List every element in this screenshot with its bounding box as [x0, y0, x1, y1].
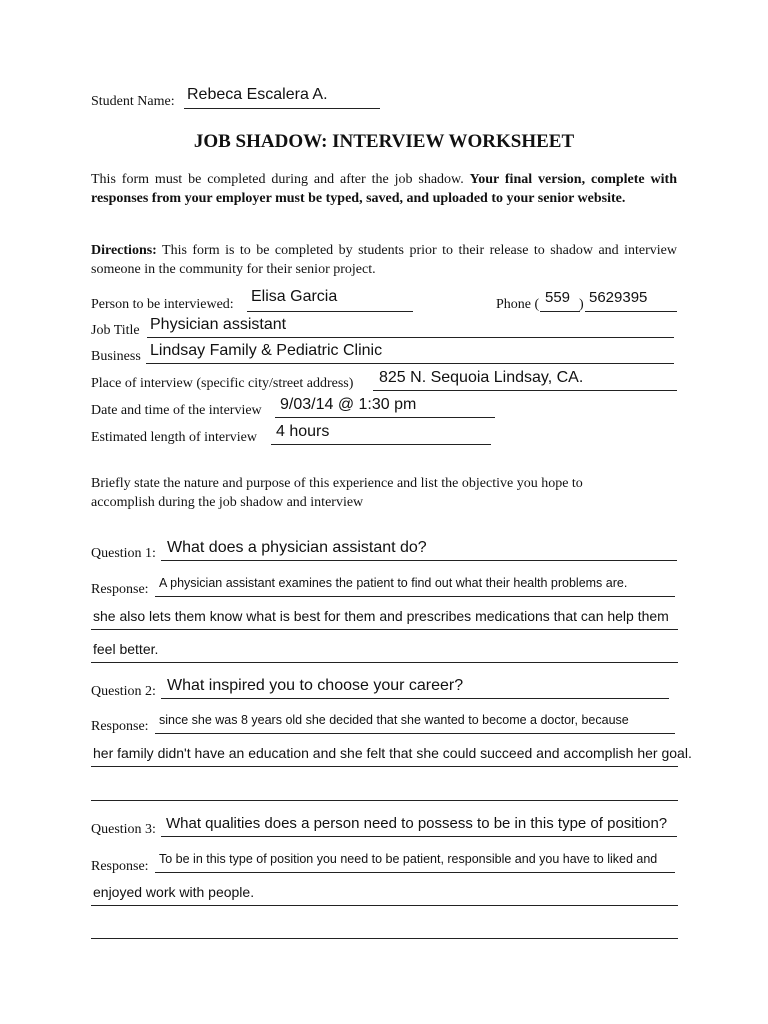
- date-label: Date and time of the interview: [91, 403, 262, 418]
- question-2-field[interactable]: What inspired you to choose your career?: [167, 677, 464, 694]
- response-2-line-1[interactable]: since she was 8 years old she decided that she wanted to become a doctor, because: [159, 713, 629, 727]
- phone-close-paren: ): [579, 297, 584, 312]
- question-3-label: Question 3:: [91, 822, 156, 837]
- phone-number-underline: [585, 311, 677, 312]
- date-field[interactable]: 9/03/14 @ 1:30 pm: [280, 396, 417, 413]
- response-3-line-3-underline: [91, 938, 678, 939]
- response-1-label: Response:: [91, 582, 149, 597]
- response-3-line-1-underline: [155, 872, 675, 873]
- response-3-label: Response:: [91, 859, 149, 874]
- purpose-prompt: Briefly state the nature and purpose of this experience and list the objective you hope to accomplish during the job shadow and interview: [91, 476, 583, 510]
- question-3-field[interactable]: What qualities does a person need to possess to be in this type of position?: [166, 815, 668, 832]
- response-1-line-1-underline: [155, 596, 675, 597]
- question-2-label: Question 2:: [91, 684, 156, 699]
- job-title-underline: [147, 337, 674, 338]
- phone-area-underline: [540, 311, 580, 312]
- response-3-line-1[interactable]: To be in this type of position you need to be patient, responsible and you have to liked and: [159, 852, 658, 866]
- response-1-line-2[interactable]: she also lets them know what is best for them and prescribes medications that can help them: [93, 608, 669, 624]
- question-3-underline: [161, 836, 677, 837]
- response-2-line-3-underline: [91, 800, 678, 801]
- response-1-line-1[interactable]: A physician assistant examines the patient to find out what their health problems are.: [159, 576, 628, 590]
- response-3-line-2[interactable]: enjoyed work with people.: [93, 884, 255, 900]
- phone-number-field[interactable]: 5629395: [589, 289, 648, 306]
- question-1-label: Question 1:: [91, 546, 156, 561]
- place-underline: [373, 390, 677, 391]
- phone-area-field[interactable]: 559: [545, 289, 571, 306]
- directions-label: Directions:: [91, 243, 157, 258]
- intro-bold-text: Your final version, complete with responses from your employer must be typed, saved, and uploaded to your senior website.: [91, 172, 677, 206]
- business-underline: [146, 363, 674, 364]
- student-name-underline: [184, 108, 380, 109]
- directions-text: This form is to be completed by students prior to their release to shadow and interview someone in the community for their senior project.: [91, 243, 677, 277]
- question-1-field[interactable]: What does a physician assistant do?: [167, 539, 427, 556]
- response-1-line-2-underline: [91, 629, 678, 630]
- job-title-label: Job Title: [91, 323, 140, 338]
- response-2-line-1-underline: [155, 733, 675, 734]
- question-1-underline: [161, 560, 677, 561]
- date-underline: [275, 417, 495, 418]
- intro-plain-text: This form must be completed during and after the job shadow.: [91, 172, 464, 187]
- person-underline: [247, 311, 413, 312]
- response-1-line-3[interactable]: feel better.: [93, 641, 159, 657]
- business-label: Business: [91, 349, 141, 364]
- person-label: Person to be interviewed:: [91, 297, 234, 312]
- page-title: JOB SHADOW: INTERVIEW WORKSHEET: [193, 131, 575, 152]
- place-label: Place of interview (specific city/street address): [91, 376, 354, 391]
- place-field[interactable]: 825 N. Sequoia Lindsay, CA.: [379, 369, 584, 386]
- intro-paragraph: [91, 170, 677, 208]
- length-field[interactable]: 4 hours: [276, 423, 330, 440]
- directions-paragraph: [91, 241, 677, 279]
- job-title-field[interactable]: Physician assistant: [150, 316, 287, 333]
- question-2-underline: [161, 698, 669, 699]
- length-label: Estimated length of interview: [91, 430, 258, 445]
- response-2-line-2[interactable]: her family didn't have an education and she felt that she could succeed and accomplish her goal.: [93, 745, 692, 761]
- student-name-field[interactable]: Rebeca Escalera A.: [187, 86, 328, 103]
- response-2-line-2-underline: [91, 766, 678, 767]
- person-field[interactable]: Elisa Garcia: [251, 288, 338, 305]
- response-3-line-2-underline: [91, 905, 678, 906]
- response-1-line-3-underline: [91, 662, 678, 663]
- phone-label: Phone (: [496, 297, 540, 312]
- student-name-label: Student Name:: [91, 94, 175, 109]
- length-underline: [271, 444, 491, 445]
- business-field[interactable]: Lindsay Family & Pediatric Clinic: [150, 342, 383, 359]
- response-2-label: Response:: [91, 719, 149, 734]
